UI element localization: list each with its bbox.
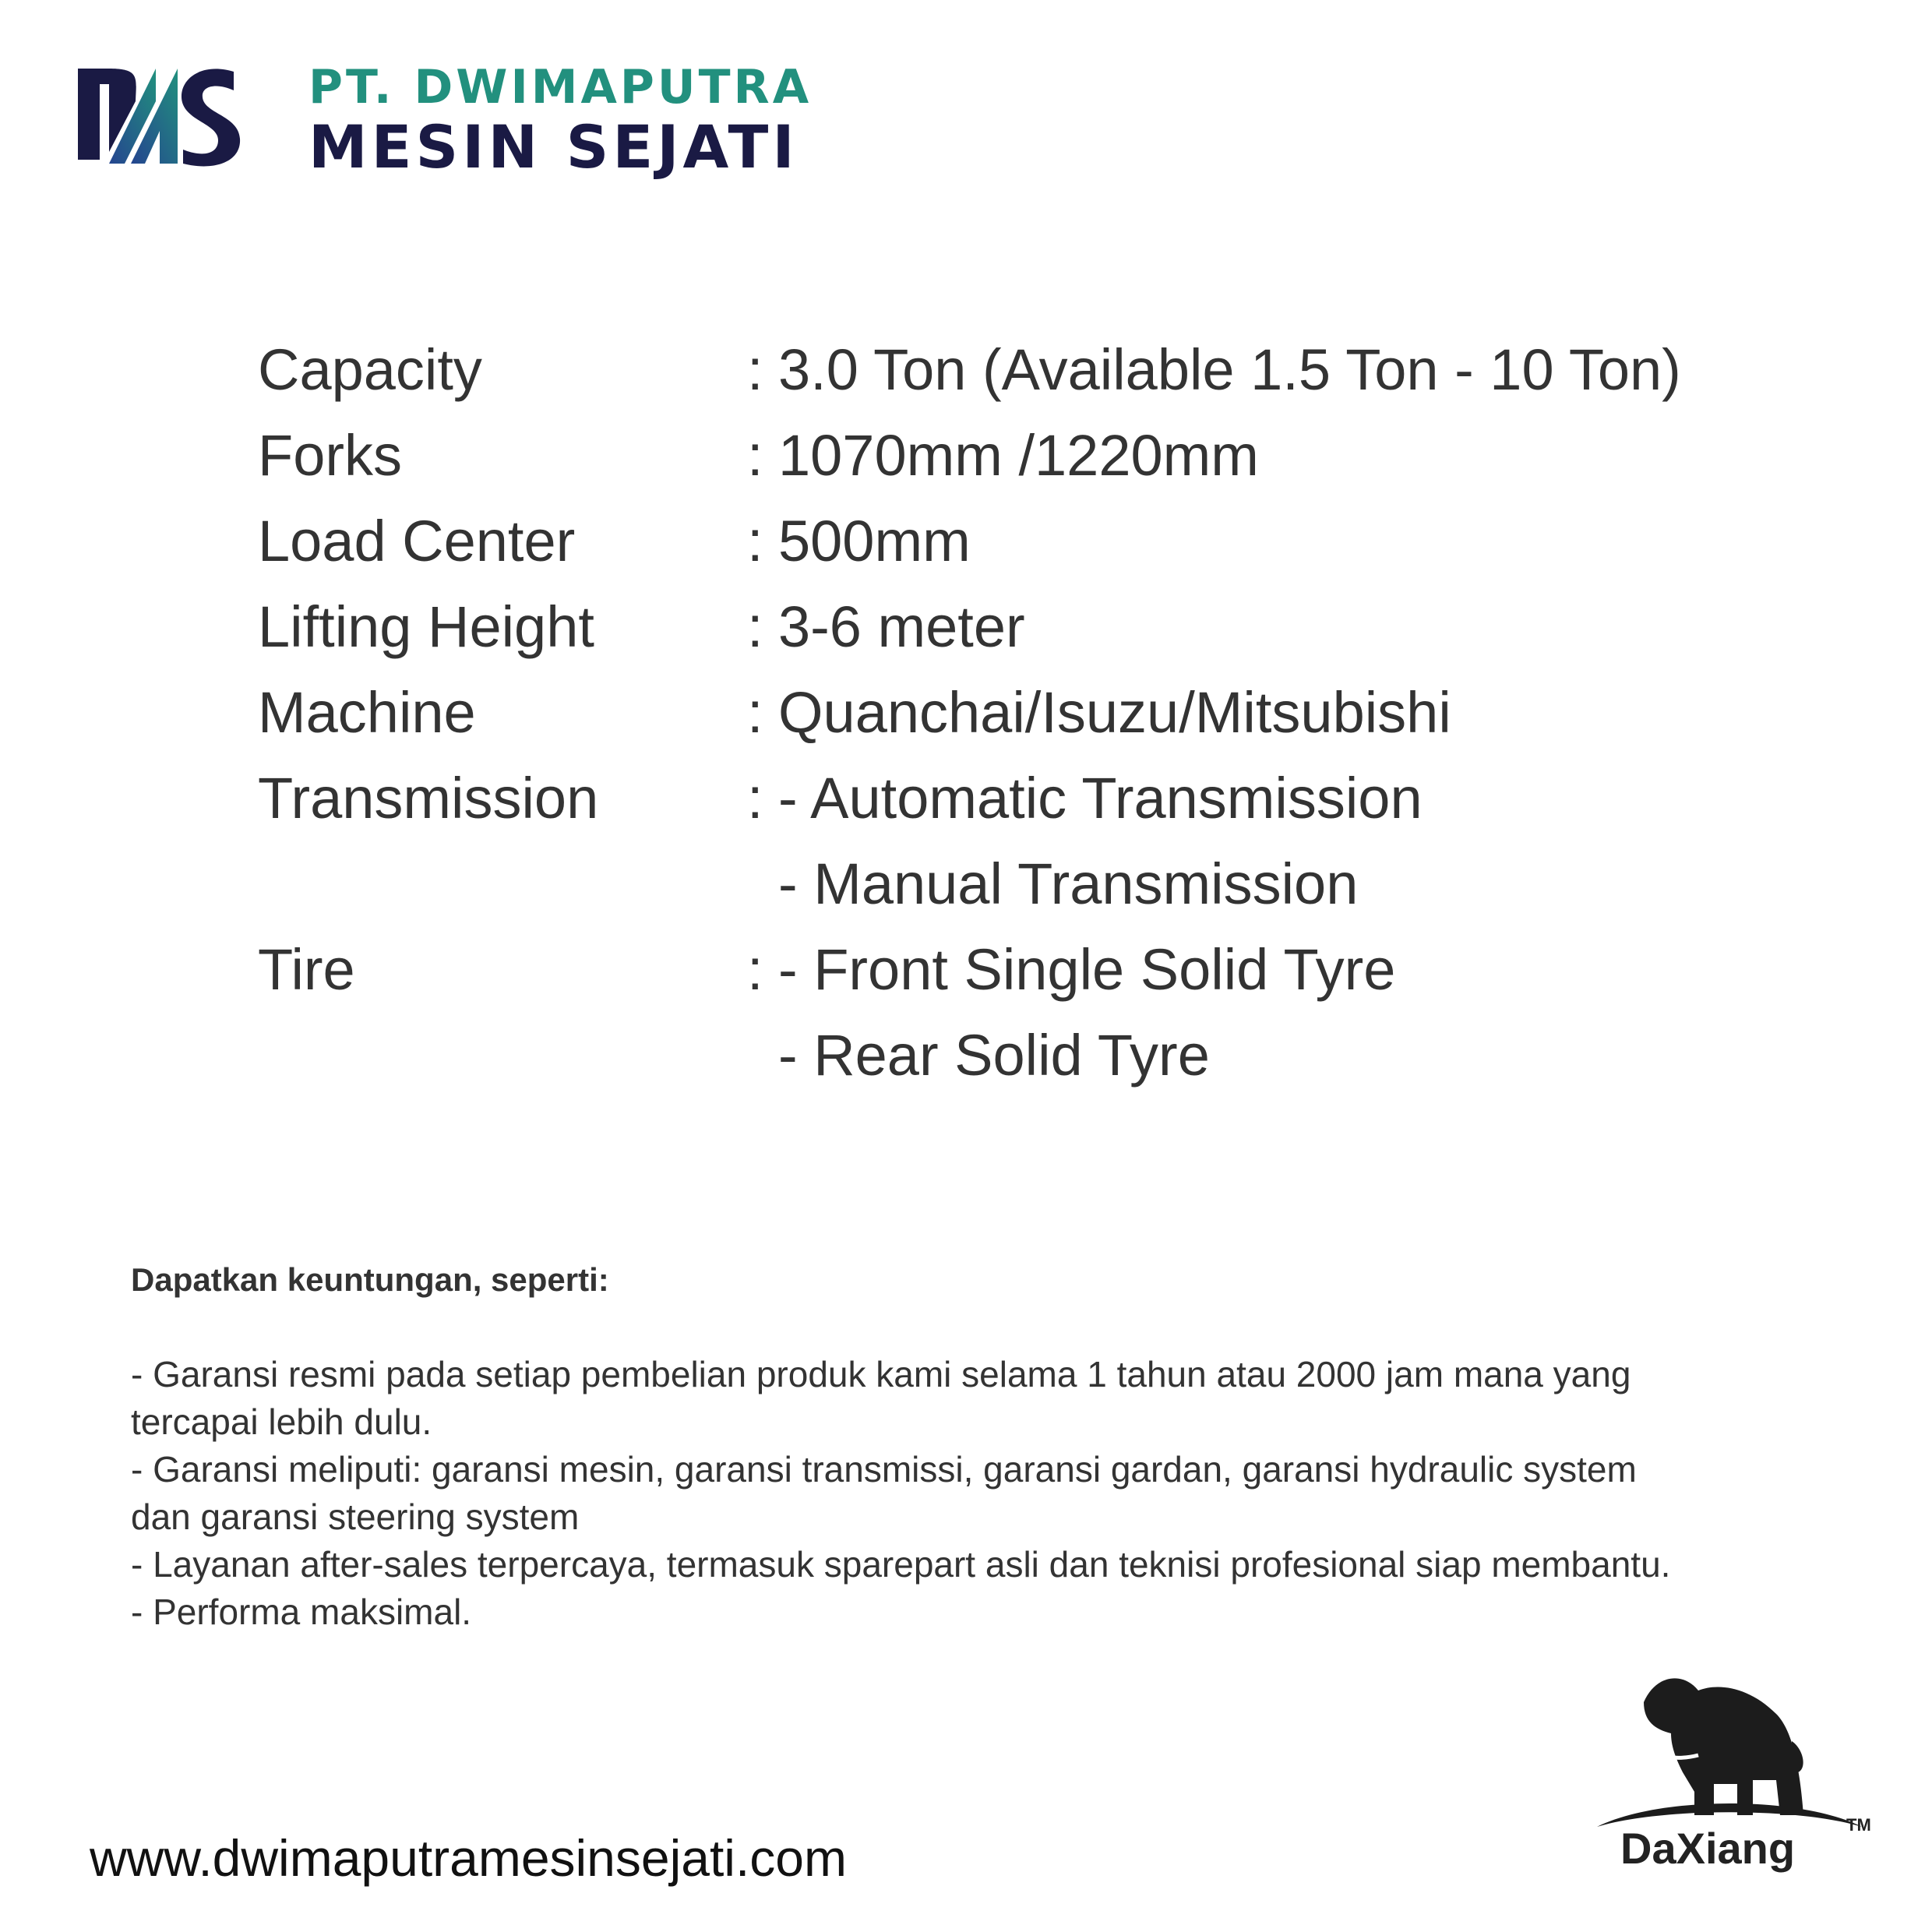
spec-value: Quanchai/Isuzu/Mitsubishi (778, 680, 1451, 745)
trademark-mark: TM (1846, 1815, 1871, 1835)
benefit-item (131, 1446, 1915, 1541)
benefit-item (131, 1588, 1915, 1636)
benefit-text: - Garansi meliputi: garansi mesin, garansi transmissi, garansi gardan, garansi hydraulic system (131, 1449, 1637, 1490)
brand-name: DaXiang (1620, 1824, 1796, 1873)
spec-colon: : (747, 937, 763, 1002)
spec-label: Machine (258, 680, 476, 745)
benefit-text-cont: tercapai lebih dulu. (131, 1401, 432, 1442)
spec-label: Capacity (258, 337, 482, 402)
spec-label: Transmission (258, 766, 599, 830)
spec-label: Lifting Height (258, 594, 594, 659)
website-link[interactable]: www.dwimaputramesinsejati.com (90, 1829, 847, 1887)
daxiang-logo (1581, 1655, 1909, 1889)
spec-value: 3-6 meter (778, 594, 1025, 659)
spec-value: - Front Single Solid Tyre (778, 937, 1396, 1002)
benefit-text: - Performa maksimal. (131, 1592, 472, 1632)
benefits-heading: Dapatkan keuntungan, seperti: (131, 1261, 609, 1298)
spec-value: - Automatic Transmission (778, 766, 1423, 830)
spec-label: Forks (258, 423, 402, 488)
spec-value: - Rear Solid Tyre (778, 1023, 1210, 1088)
spec-colon: : (747, 680, 763, 745)
spec-label: Load Center (258, 509, 576, 573)
benefit-text-cont: dan garansi steering system (131, 1497, 580, 1537)
das-monogram-icon (78, 62, 296, 171)
spec-colon: : (747, 423, 763, 488)
benefit-item (131, 1351, 1915, 1446)
spec-colon: : (747, 766, 763, 830)
benefit-text: - Layanan after-sales terpercaya, termasuk sparepart asli dan teknisi profesional siap membantu. (131, 1544, 1671, 1585)
company-logo (78, 62, 857, 187)
spec-label: Tire (258, 937, 355, 1002)
spec-colon: : (747, 337, 763, 402)
spec-value: 3.0 Ton (Available 1.5 Ton - 10 Ton) (778, 337, 1681, 402)
spec-colon: : (747, 594, 763, 659)
spec-value: 1070mm /1220mm (778, 423, 1259, 488)
spec-value: 500mm (778, 509, 971, 573)
benefit-text: - Garansi resmi pada setiap pembelian produk kami selama 1 tahun atau 2000 jam mana yang (131, 1354, 1631, 1394)
benefit-item (131, 1541, 1915, 1588)
spec-value: - Manual Transmission (778, 851, 1359, 916)
elephant-icon (1581, 1655, 1877, 1827)
benefits-section (131, 1256, 1915, 1636)
company-name-line2: MESIN SEJATI (308, 112, 799, 182)
company-name-line1: PT. DWIMAPUTRA (308, 60, 813, 115)
spec-colon: : (747, 509, 763, 573)
